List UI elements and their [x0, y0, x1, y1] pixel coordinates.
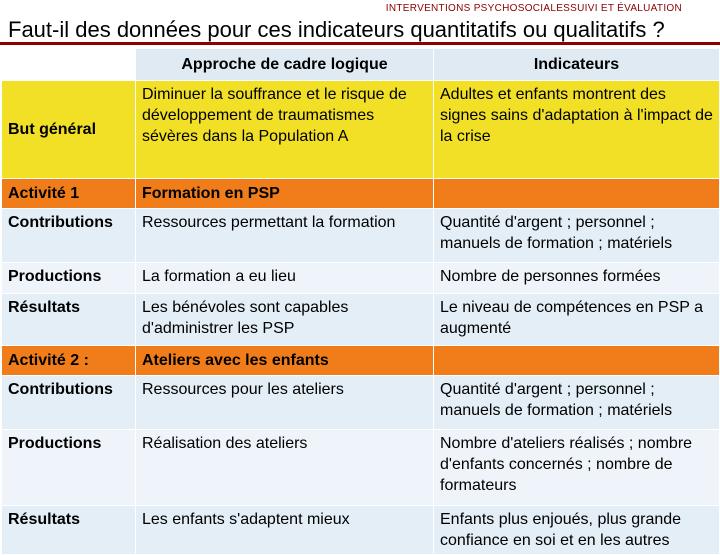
- row-indicator: Enfants plus enjoués, plus grande confiance en soi et en les autres: [434, 506, 720, 555]
- row-indicator: Quantité d'argent ; personnel ; manuels de formation ; matériels: [434, 376, 720, 430]
- row-label: Activité 1: [2, 179, 136, 209]
- table-row: [2, 346, 720, 376]
- row-label: But général: [2, 81, 136, 179]
- row-indicator: Nombre d'ateliers réalisés ; nombre d'enfants concernés ; nombre de formateurs: [434, 430, 720, 506]
- row-approach: Réalisation des ateliers: [136, 430, 434, 506]
- row-approach: Diminuer la souffrance et le risque de développement de traumatismes sévères dans la Population A: [136, 81, 434, 179]
- row-indicator: [434, 179, 720, 209]
- row-label: Résultats: [2, 506, 136, 555]
- logframe-table: [1, 48, 720, 555]
- section-tag-part1: INTERVENTIONS PSYCHOSOCIALES: [385, 3, 571, 14]
- row-indicator: Adultes et enfants montrent des signes sains d'adaptation à l'impact de la crise: [434, 81, 720, 179]
- row-approach: Les bénévoles sont capables d'administrer les PSP: [136, 294, 434, 346]
- table-row: [2, 209, 720, 263]
- table-row: [2, 81, 720, 179]
- section-tag: [386, 3, 682, 14]
- row-label: Activité 2 :: [2, 346, 136, 376]
- row-label: Contributions: [2, 209, 136, 263]
- row-indicator: Nombre de personnes formées: [434, 263, 720, 294]
- row-indicator: [434, 346, 720, 376]
- header-cell-approach: Approche de cadre logique: [136, 49, 434, 81]
- row-approach: Ateliers avec les enfants: [136, 346, 434, 376]
- row-label: Productions: [2, 430, 136, 506]
- row-approach: Les enfants s'adaptent mieux: [136, 506, 434, 555]
- table-header-row: [2, 49, 720, 81]
- row-label: Productions: [2, 263, 136, 294]
- row-label: Contributions: [2, 376, 136, 430]
- row-approach: Formation en PSP: [136, 179, 434, 209]
- table-row: [2, 430, 720, 506]
- table-row: [2, 179, 720, 209]
- header-cell-indicators: Indicateurs: [434, 49, 720, 81]
- title-divider: [0, 42, 720, 45]
- top-banner: [0, 0, 720, 16]
- row-indicator: Quantité d'argent ; personnel ; manuels de formation ; matériels: [434, 209, 720, 263]
- table-row: [2, 506, 720, 555]
- row-label: Résultats: [2, 294, 136, 346]
- row-approach: La formation a eu lieu: [136, 263, 434, 294]
- page-title: Faut-il des données pour ces indicateurs quantitatifs ou qualitatifs ?: [8, 17, 665, 42]
- section-tag-part2: SUIVI ET ÉVALUATION: [570, 3, 682, 14]
- header-cell-empty: [2, 49, 136, 81]
- row-approach: Ressources permettant la formation: [136, 209, 434, 263]
- table-row: [2, 263, 720, 294]
- row-indicator: Le niveau de compétences en PSP a augmenté: [434, 294, 720, 346]
- table-row: [2, 376, 720, 430]
- row-approach: Ressources pour les ateliers: [136, 376, 434, 430]
- table-row: [2, 294, 720, 346]
